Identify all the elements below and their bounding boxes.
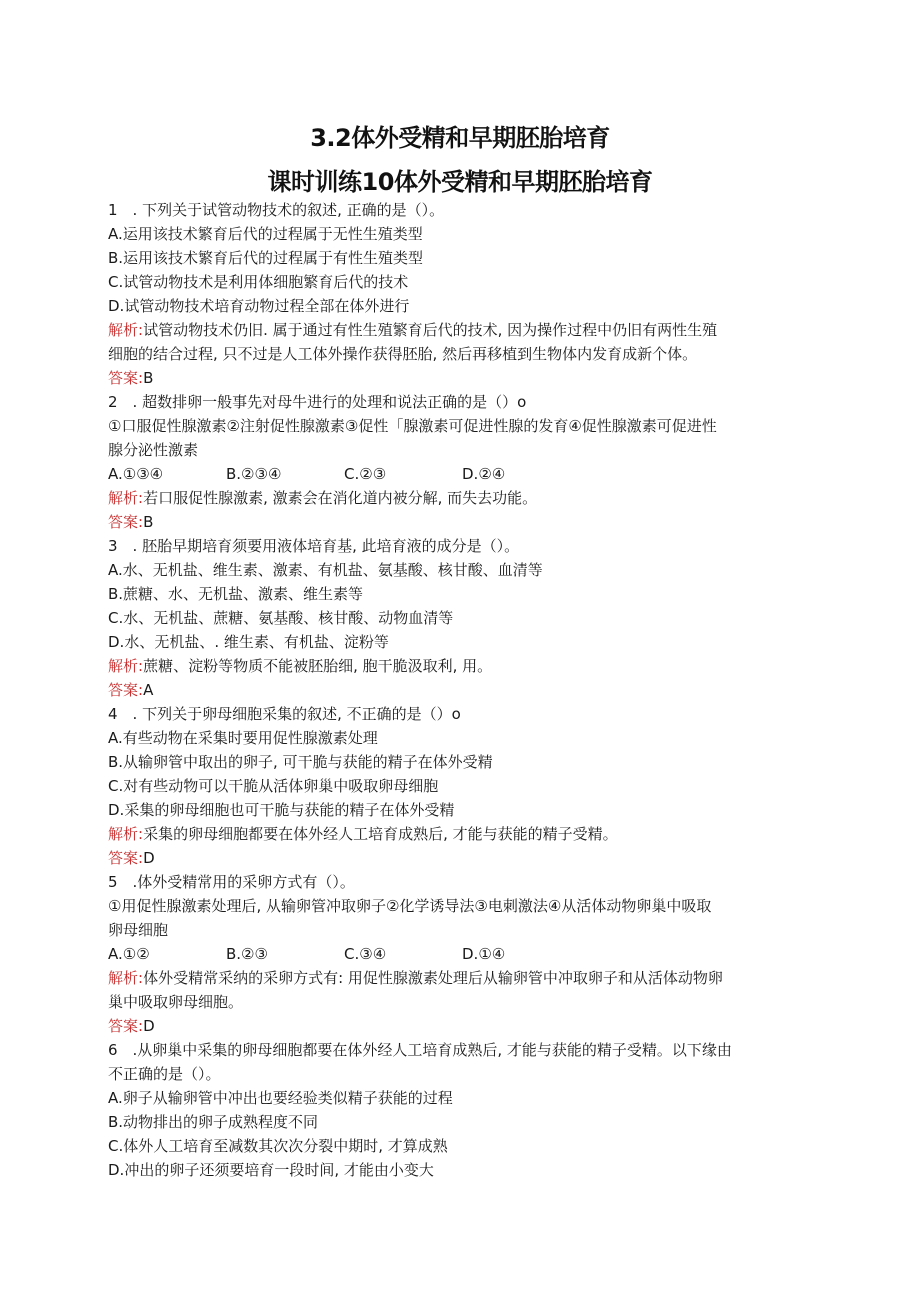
question-2-items: ①口服促性腺激素②注射促性腺激素③促性「腺激素可促进性腺的发育④促性腺激素可促进性 bbox=[108, 417, 717, 435]
option-b: B.②③④ bbox=[226, 465, 282, 483]
question-3-option-d: D.水、无机盐、. 维生素、有机盐、淀粉等 bbox=[108, 633, 389, 651]
question-3-stem: 3 . 胚胎早期培育须要用液体培育基, 此培育液的成分是（）。 bbox=[108, 537, 520, 555]
question-6-stem: 6 .从卵巢中采集的卵母细胞都要在体外经人工培育成熟后, 才能与获能的精子受精。以下缘由 bbox=[108, 1041, 732, 1059]
analysis-label: 解析: bbox=[108, 969, 144, 987]
option-d: D.②④ bbox=[462, 465, 506, 483]
question-4-analysis: 解析:采集的卵母细胞都要在体外经人工培育成熟后, 才能与获能的精子受精。 bbox=[108, 825, 618, 843]
question-3-option-c: C.水、无机盐、蔗糖、氨基酸、核甘酸、动物血清等 bbox=[108, 609, 454, 627]
question-5-answer: 答案:D bbox=[108, 1017, 155, 1035]
question-1-answer: 答案:B bbox=[108, 369, 154, 387]
question-1-option-d: D.试管动物技术培育动物过程全部在体外进行 bbox=[108, 297, 410, 315]
page-title: 3.2体外受精和早期胚胎培育 bbox=[310, 124, 610, 152]
question-4-option-a: A.有些动物在采集时要用促性腺激素处理 bbox=[108, 729, 378, 747]
question-1-stem: 1 . 下列关于试管动物技术的叙述, 正确的是（）。 bbox=[108, 201, 445, 219]
question-5-analysis: 解析:体外受精常采纳的采卵方式有: 用促性腺激素处理后从输卵管中冲取卵子和从活体动物卵 bbox=[108, 969, 723, 987]
question-4-option-c: C.对有些动物可以干脆从活体卵巢中吸取卵母细胞 bbox=[108, 777, 439, 795]
question-5-items: ①用促性腺激素处理后, 从输卵管冲取卵子②化学诱导法③电刺激法④从活体动物卵巢中吸取 bbox=[108, 897, 712, 915]
question-5-items-cont: 卵母细胞 bbox=[108, 921, 169, 939]
answer-label: 答案: bbox=[108, 681, 144, 699]
question-1-option-b: B.运用该技术繁育后代的过程属于有性生殖类型 bbox=[108, 249, 424, 267]
option-c: C.③④ bbox=[344, 945, 387, 963]
question-5-analysis-cont: 巢中吸取卵母细胞。 bbox=[108, 993, 244, 1011]
question-list bbox=[108, 198, 816, 1182]
question-1-option-c: C.试管动物技术是利用体细胞繁育后代的技术 bbox=[108, 273, 409, 291]
question-2-stem: 2 . 超数排卵一般事先对母牛进行的处理和说法正确的是（）o bbox=[108, 393, 527, 411]
page-subtitle: 课时训练10体外受精和早期胚胎培育 bbox=[267, 168, 653, 196]
question-3-option-b: B.蔗糖、水、无机盐、激素、维生素等 bbox=[108, 585, 364, 603]
answer-label: 答案: bbox=[108, 369, 144, 387]
option-d: D.①④ bbox=[462, 945, 506, 963]
question-3-option-a: A.水、无机盐、维生素、激素、有机盐、氨基酸、核甘酸、血清等 bbox=[108, 561, 543, 579]
question-6-option-c: C.体外人工培育至减数其次次分裂中期时, 才算成熟 bbox=[108, 1137, 448, 1155]
answer-label: 答案: bbox=[108, 1017, 144, 1035]
question-1-option-a: A.运用该技术繁育后代的过程属于无性生殖类型 bbox=[108, 225, 423, 243]
analysis-label: 解析: bbox=[108, 489, 144, 507]
analysis-label: 解析: bbox=[108, 657, 144, 675]
question-2-items-cont: 腺分泌性激素 bbox=[108, 441, 199, 459]
question-6-option-b: B.动物排出的卵子成熟程度不同 bbox=[108, 1113, 319, 1131]
analysis-label: 解析: bbox=[108, 321, 144, 339]
answer-label: 答案: bbox=[108, 513, 144, 531]
question-1-analysis-cont: 细胞的结合过程, 只不过是人工体外操作获得胚胎, 然后再移植到生物体内发育成新个体。 bbox=[108, 345, 698, 363]
question-3-analysis: 解析:蔗糖、淀粉等物质不能被胚胎细, 胞干脆汲取利, 用。 bbox=[108, 657, 493, 675]
question-6-option-d: D.冲出的卵子还须要培育一段时间, 才能由小变大 bbox=[108, 1161, 434, 1179]
option-b: B.②③ bbox=[226, 945, 268, 963]
option-a: A.①③④ bbox=[108, 465, 164, 483]
question-3-answer: 答案:A bbox=[108, 681, 154, 699]
question-1-analysis: 解析:试管动物技术仍旧. 属于通过有性生殖繁育后代的技术, 因为操作过程中仍旧有两性生殖 bbox=[108, 321, 718, 339]
question-2-answer: 答案:B bbox=[108, 513, 154, 531]
option-a: A.①② bbox=[108, 945, 150, 963]
question-4-stem: 4 . 下列关于卵母细胞采集的叙述, 不正确的是（）o bbox=[108, 705, 461, 723]
question-4-answer: 答案:D bbox=[108, 849, 155, 867]
question-2-analysis: 解析:若口服促性腺激素, 激素会在消化道内被分解, 而失去功能。 bbox=[108, 489, 538, 507]
question-4-option-b: B.从输卵管中取出的卵子, 可干脆与获能的精子在体外受精 bbox=[108, 753, 493, 771]
question-4-option-d: D.采集的卵母细胞也可干脆与获能的精子在体外受精 bbox=[108, 801, 455, 819]
analysis-label: 解析: bbox=[108, 825, 144, 843]
question-6-stem-cont: 不正确的是（）。 bbox=[108, 1065, 221, 1083]
option-c: C.②③ bbox=[344, 465, 387, 483]
question-2-options bbox=[108, 462, 816, 486]
question-5-stem: 5 .体外受精常用的采卵方式有（）。 bbox=[108, 873, 355, 891]
answer-label: 答案: bbox=[108, 849, 144, 867]
question-5-options bbox=[108, 942, 816, 966]
question-6-option-a: A.卵子从输卵管中冲出也要经验类似精子获能的过程 bbox=[108, 1089, 453, 1107]
